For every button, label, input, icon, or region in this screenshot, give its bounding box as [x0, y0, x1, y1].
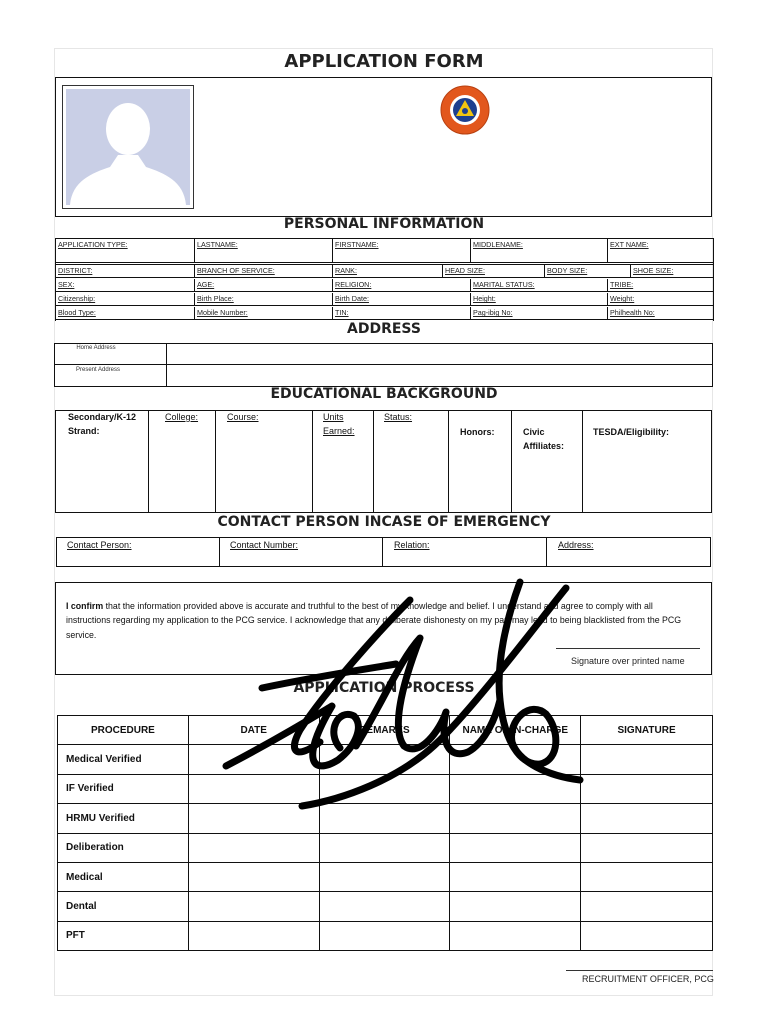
form-title: APPLICATION FORM — [284, 51, 484, 72]
middlename-field[interactable]: MIDDLENAME: — [470, 239, 607, 262]
procedure-cell: PFT — [58, 921, 189, 950]
religion-field[interactable]: RELIGION: — [332, 279, 470, 291]
col-procedure: PROCEDURE — [58, 716, 189, 745]
application-type-field[interactable]: APPLICATION TYPE: — [58, 240, 128, 249]
emergency-heading: CONTACT PERSON INCASE OF EMERGENCY — [217, 514, 551, 530]
procedure-cell: Medical Verified — [58, 745, 189, 774]
status-label: Status: — [384, 412, 413, 422]
philhealth-field[interactable]: Philhealth No: — [607, 307, 713, 319]
mobile-number-field[interactable]: Mobile Number: — [194, 307, 332, 319]
head-size-field[interactable]: HEAD SIZE: — [442, 265, 544, 277]
procedure-cell: Medical — [58, 862, 189, 891]
declaration-body: that the information provided above is accurate and truthful to the best of my knowledge and belief. I understand and agree to comply with all instructions regarding my application to the PCG service. I acknowledge that any deliberate dishonesty on my part may lead to being blacklisted from the PCG service. — [66, 601, 682, 640]
rank-field[interactable]: RANK: — [332, 265, 442, 277]
lastname-field[interactable]: LASTNAME: — [194, 239, 332, 262]
citizenship-field[interactable]: Citizenship: — [58, 294, 96, 303]
honors-label: Honors: — [460, 427, 495, 437]
address-heading: ADDRESS — [347, 321, 421, 337]
contact-number-field[interactable]: Contact Number: — [230, 540, 299, 550]
age-field[interactable]: AGE: — [194, 279, 332, 291]
declaration-lead: I confirm — [66, 601, 104, 611]
col-date: DATE — [188, 716, 319, 745]
college-label: College: — [165, 412, 199, 422]
personal-info-heading: PERSONAL INFORMATION — [283, 216, 485, 232]
birth-place-field[interactable]: Birth Place: — [194, 293, 332, 305]
birth-date-field[interactable]: Birth Date: — [332, 293, 470, 305]
relation-field[interactable]: Relation: — [394, 540, 430, 550]
strand-label: Secondary/K-12 Strand: — [68, 412, 137, 436]
col-remarks: REMARKS — [319, 716, 450, 745]
body-size-field[interactable]: BODY SIZE: — [544, 265, 630, 277]
address-field[interactable]: Address: — [558, 540, 594, 550]
weight-field[interactable]: Weight: — [607, 293, 713, 305]
units-earned-label: Units Earned: — [323, 412, 355, 436]
branch-of-service-field[interactable]: BRANCH OF SERVICE: — [194, 265, 332, 277]
tesda-eligibility-label: TESDA/Eligibility: — [593, 427, 670, 437]
height-field[interactable]: Height: — [470, 293, 607, 305]
signature-label: Signature over printed name — [571, 656, 685, 666]
tin-field[interactable]: TIN: — [332, 307, 470, 319]
procedure-cell: Deliberation — [58, 833, 189, 862]
ext-name-field[interactable]: EXT NAME: — [607, 239, 713, 262]
col-signature: SIGNATURE — [581, 716, 713, 745]
district-field[interactable]: DISTRICT: — [58, 266, 93, 275]
education-heading: EDUCATIONAL BACKGROUND — [270, 386, 498, 402]
contact-person-field[interactable]: Contact Person: — [67, 540, 132, 550]
pag-ibig-field[interactable]: Pag-ibig No: — [470, 307, 607, 319]
home-address-label: Home Address — [76, 345, 116, 351]
col-in-charge: NAME OF IN-CHARGE — [450, 716, 581, 745]
civic-affiliates-label: Civic Affiliates: — [523, 427, 565, 451]
procedure-cell: HRMU Verified — [58, 804, 189, 833]
process-heading: APPLICATION PROCESS — [293, 680, 475, 696]
sex-field[interactable]: SEX: — [58, 280, 75, 289]
shoe-size-field[interactable]: SHOE SIZE: — [630, 265, 713, 277]
marital-status-field[interactable]: MARITAL STATUS: — [470, 279, 607, 291]
firstname-field[interactable]: FIRSTNAME: — [332, 239, 470, 262]
present-address-label: Present Address — [75, 367, 121, 373]
tribe-field[interactable]: TRIBE: — [607, 279, 713, 291]
blood-type-field[interactable]: Blood Type: — [58, 308, 96, 317]
recruitment-officer-label: RECRUITMENT OFFICER, PCG — [582, 974, 714, 984]
procedure-cell: IF Verified — [58, 774, 189, 803]
procedure-cell: Dental — [58, 892, 189, 921]
course-label: Course: — [227, 412, 259, 422]
